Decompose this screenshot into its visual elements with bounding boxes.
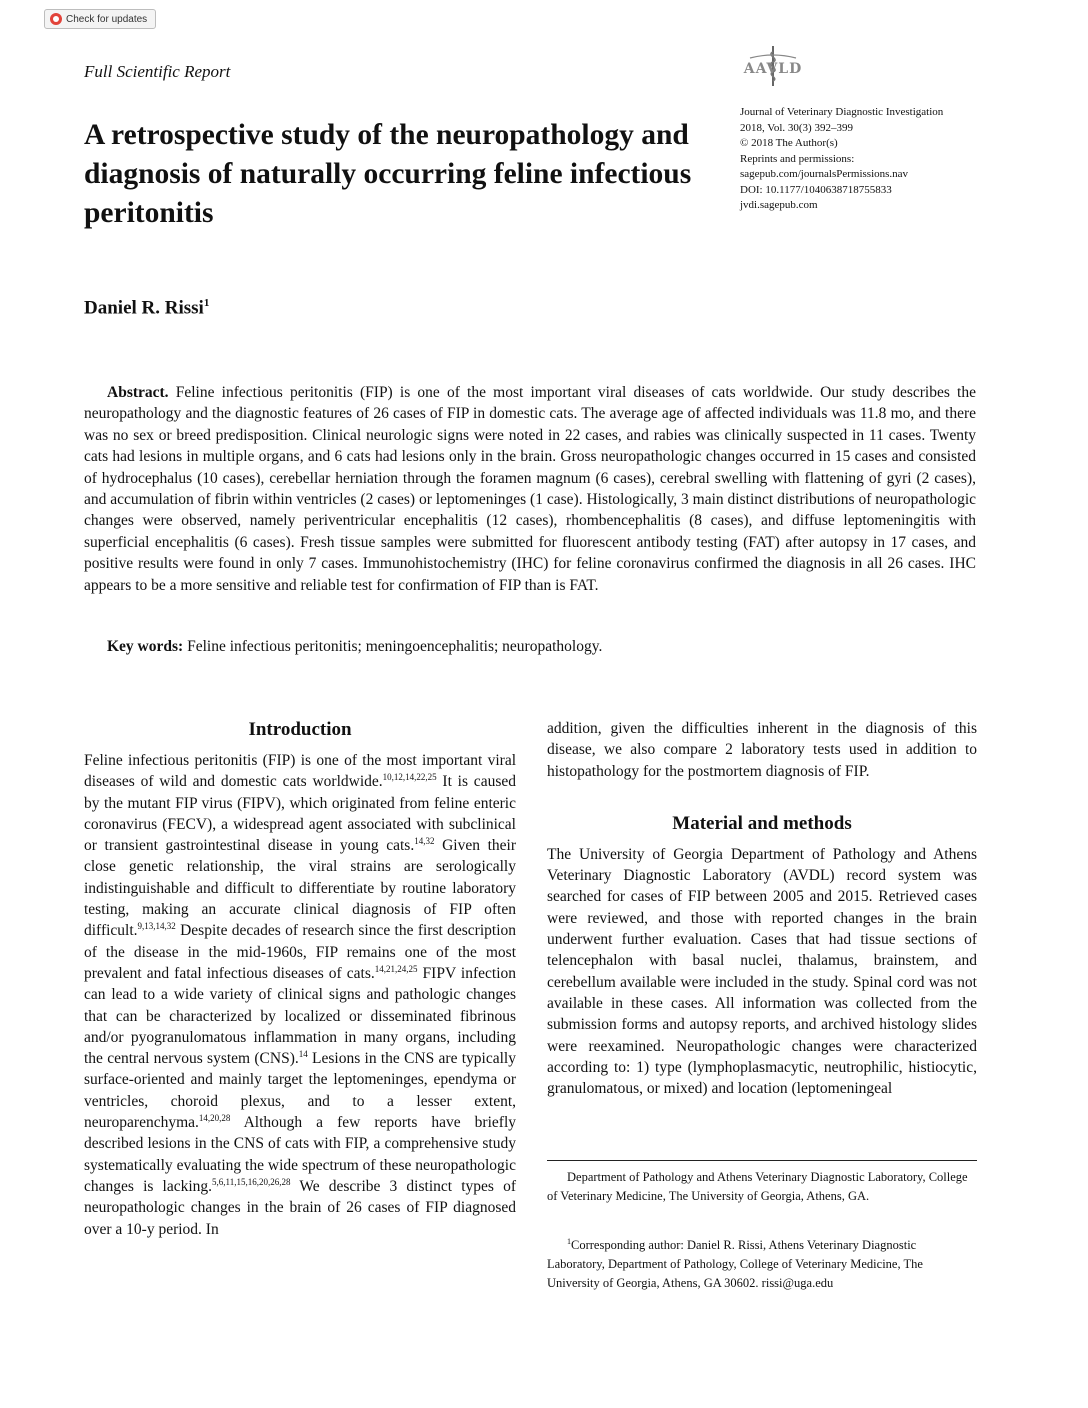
check-for-updates-label: Check for updates	[66, 13, 148, 25]
methods-heading: Material and methods	[672, 812, 852, 834]
abstract	[84, 382, 976, 596]
methods-paragraph: The University of Georgia Department of Pathology and Athens Veterinary Diagnostic Laboratory (AVDL) record system was searched for cases of FIP between 2005 and 2015. Retrieved cases were reviewed, and those with reported changes in the brain underwent further evaluation. Cases that had tissue sections of telencephalon with basal nuclei, thalamus, brainstem, and cerebellum available were included in the study. Spinal cord was not available in these cases. All information was collected from the submission forms and autopsy reports, and archived histology slides were reexamined. Neuropathologic changes were characterized according to: 1) type (lymphoplasmacytic, neutrophilic, histiocytic, granulomatous, or mixed) and location (leptomeningeal	[547, 845, 977, 1098]
citation: 5,6,11,15,16,20,26,28	[212, 1176, 291, 1187]
crossmark-icon	[50, 13, 62, 25]
introduction-paragraph: Feline infectious peritonitis (FIP) is one of the most important viral diseases of wild and domestic cats worldwide.$^{10,12,14,22,25}$ It is caused by the mutant FIP virus (FIPV), which originated from feline enteric coronavirus (FECV), a widespread agent associated with subclinical or transient gastrointestinal disease in young cats.$^{14,32}$ Given their close genetic relationship, the viral strains are serologically indistinguishable and difficult to differentiate by routine laboratory testing, making an accurate clinical diagnosis of FIP often difficult.$^{9,13,14,32}$ Despite decades of research since the first description of the disease in the mid-1960s, FIP remains one of the most prevalent and fatal infectious diseases of cats.$^{14,21,24,25}$ FIPV infection can lead to a wide variety of clinical signs and pathologic changes that can be characterized by localized or disseminated fibrinous and/or pyogranulomatous inflammation in many organs, including the central nervous system (CNS).$^{14}$ Lesions in the CNS are typically surface-oriented and mainly target the leptomeninges, ependyma or ventricles, choroid plexus, and to a lesser extent, neuroparenchyma.$^{14,20,28}$ Although a few reports have briefly described lesions in the CNS of cats with FIP, a comprehensive study systematically evaluating the wide spectrum of these neuropathologic changes is lacking.$^{5,6,11,15,16,20,26,28}$ We describe 3 distinct types of neuropathologic changes in the brain of 26 cases of FIP diagnosed over a 10-y period. In	[84, 752, 517, 1238]
introduction-heading: Introduction	[248, 719, 352, 740]
citation: 14,20,28	[198, 1112, 231, 1123]
introduction-continued: addition, given the difficulties inherent in the diagnosis of this disease, we also compare 2 laboratory tests used in addition to histopathology for the postmortem diagnosis of FIP.	[547, 720, 977, 780]
reprints-label: Reprints and permissions:	[740, 152, 855, 165]
aavld-logo	[738, 44, 808, 88]
check-for-updates-button[interactable]	[44, 9, 156, 29]
article-title: A retrospective study of the neuropathology and diagnosis of naturally occurring feline infectious peritonitis	[84, 119, 692, 229]
copyright: © 2018 The Author(s)	[740, 137, 838, 149]
citation: 9,13,14,32	[137, 921, 176, 932]
abstract-label: Abstract.	[107, 384, 169, 401]
affiliation-footnote: Department of Pathology and Athens Veterinary Diagnostic Laboratory, College of Veterinary Medicine, The University of Georgia, Athens, GA.	[547, 1170, 968, 1203]
corresponding-author-footnote: $^1$Corresponding author: Daniel R. Rissi, Athens Veterinary Diagnostic Laboratory, Department of Pathology, College of Veterinary Medicine, The University of Georgia, Athens, GA 30602. rissi@uga.edu	[547, 1237, 923, 1291]
left-column	[84, 718, 516, 1240]
journal-url[interactable]: jvdi.sagepub.com	[740, 199, 818, 211]
journal-name: Journal of Veterinary Diagnostic Investigation	[740, 106, 944, 118]
doi[interactable]: DOI: 10.1177/1040638718755833	[740, 183, 892, 196]
abstract-text: Feline infectious peritonitis (FIP) is one of the most important viral diseases of cats worldwide. Our study describes the neuropathology and the diagnostic features of 26 cases of FIP in domestic cats. The average age of affected individuals was 11.8 mo, and there was no sex or breed predisposition. Clinical neurologic signs were noted in 22 cases, and rabies was clinically suspected in 11 cases. Twenty cats had lesions in multiple organs, and 6 cats had lesions only in the brain. Gross neuropathologic changes occurred in 15 cases and consisted of hydrocephalus (10 cases), cerebellar herniation through the foramen magnum (6 cases), cerebral swelling with flattening of gyri (2 cases), and accumulation of fibrin within ventricles (2 cases) or leptomeninges (1 case). Histologically, 3 main distinct distributions of neuropathologic changes were observed, namely periventricular encephalitis (12 cases), rhombencephalitis (8 cases), and diffuse leptomeningitis with superficial encephalitis (6 cases). Fresh tissue samples were submitted for fluorescent antibody testing (FAT) after autopsy in 17 cases, and positive results were found in only 7 cases. Immunohistochemistry (IHC) for feline coronavirus confirmed the diagnosis in all 26 cases. IHC appears to be a more sensitive and reliable test for confirmation of FIP than is FAT.	[84, 384, 976, 594]
keywords-label: Key words:	[107, 638, 184, 655]
keywords-text: Feline infectious peritonitis; meningoencephalitis; neuropathology.	[187, 638, 603, 655]
keywords	[107, 638, 602, 656]
citation: 14	[298, 1049, 308, 1059]
journal-info	[740, 105, 1000, 214]
footnote-divider	[547, 1160, 977, 1161]
citation: 14,21,24,25	[374, 963, 418, 974]
author-affiliation-mark: 1	[203, 297, 210, 309]
journal-volume: 2018, Vol. 30(3) 392–399	[740, 121, 853, 134]
citation: 10,12,14,22,25	[382, 772, 437, 783]
author-name: Daniel R. Rissi	[84, 297, 204, 319]
svg-text:AAVLD: AAVLD	[743, 61, 803, 77]
right-column	[547, 718, 977, 1099]
report-type: Full Scientific Report	[84, 62, 231, 81]
permissions-link[interactable]: sagepub.com/journalsPermissions.nav	[740, 168, 909, 180]
citation: 14,32	[414, 836, 435, 847]
author-line	[84, 297, 209, 319]
